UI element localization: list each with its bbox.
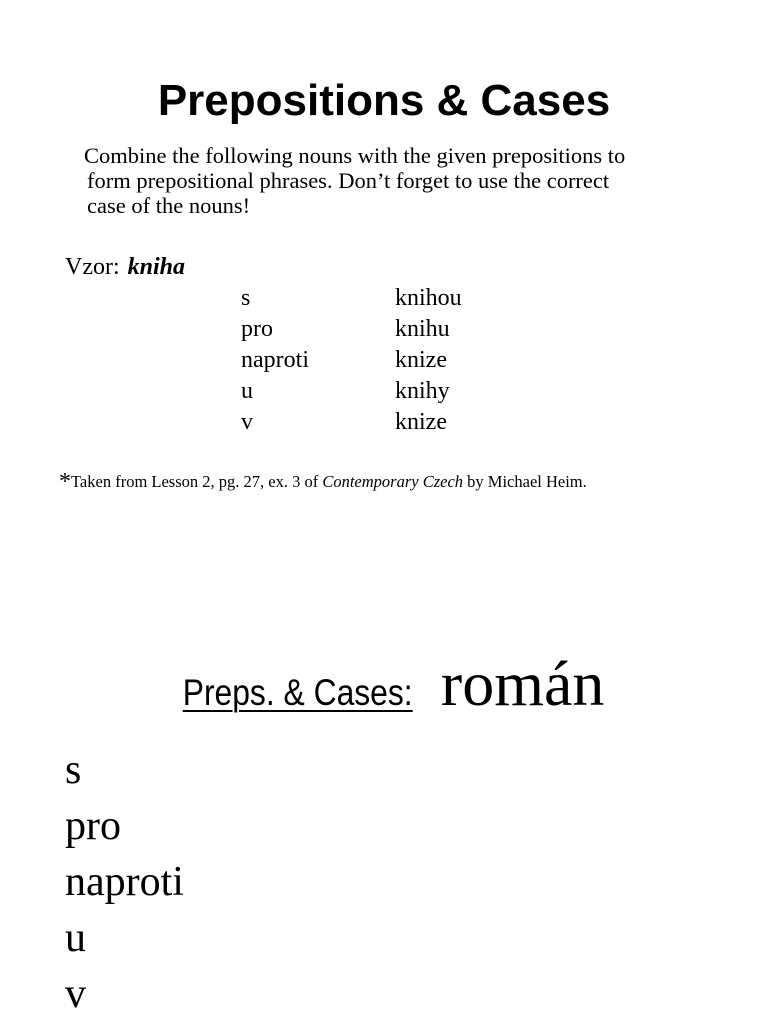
footnote-text-after: by Michael Heim. bbox=[463, 472, 587, 491]
noun-cell: knihu bbox=[395, 316, 450, 342]
footnote-text-before: Taken from Lesson 2, pg. 27, ex. 3 of bbox=[71, 472, 323, 491]
footnote-book-title: Contemporary Czech bbox=[322, 472, 464, 491]
list-item: u bbox=[65, 915, 86, 961]
instructions-line: form prepositional phrases. Don’t forget to use the correct bbox=[87, 168, 610, 193]
list-item: naproti bbox=[65, 859, 184, 905]
instructions-line: Combine the following nouns with the given prepositions to bbox=[84, 143, 626, 168]
example-line bbox=[65, 252, 185, 282]
preposition-cell: pro bbox=[241, 316, 273, 342]
noun-cell: knize bbox=[395, 409, 447, 435]
example-word: kniha bbox=[127, 254, 186, 280]
example-label: Vzor: bbox=[65, 254, 120, 280]
list-item: s bbox=[65, 747, 82, 793]
list-item: pro bbox=[65, 803, 121, 849]
noun-cell: knize bbox=[395, 347, 447, 373]
list-item: v bbox=[65, 971, 86, 1017]
slide2-title bbox=[0, 640, 768, 745]
preposition-cell: u bbox=[241, 378, 253, 404]
instructions-line: case of the nouns! bbox=[87, 193, 251, 218]
noun-cell: knihou bbox=[395, 285, 462, 311]
page-title: Prepositions & Cases bbox=[157, 76, 611, 125]
slide2-title-label: Preps. & Cases: bbox=[182, 672, 413, 713]
preposition-cell: s bbox=[241, 285, 251, 311]
footnote-asterisk: * bbox=[59, 469, 71, 495]
preposition-list bbox=[65, 742, 184, 1022]
slide2-noun: román bbox=[440, 648, 605, 719]
noun-cell: knihy bbox=[395, 378, 450, 404]
preposition-cell: v bbox=[241, 409, 253, 435]
preposition-cell: naproti bbox=[241, 347, 309, 373]
instructions bbox=[84, 143, 724, 218]
footnote bbox=[59, 468, 587, 496]
